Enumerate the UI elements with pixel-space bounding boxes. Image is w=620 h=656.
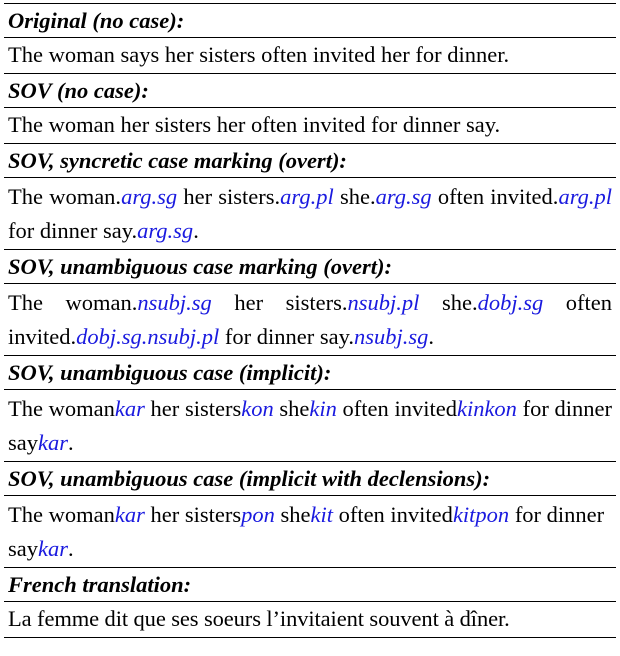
case-marker: kar xyxy=(114,502,145,527)
plain-segment: The woman xyxy=(8,396,115,421)
example-table xyxy=(4,3,616,638)
case-marker: kar xyxy=(38,430,68,455)
row-text-syncretic-overt xyxy=(4,178,616,250)
plain-segment: for dinner say xyxy=(8,396,612,455)
case-marker: nsubj.pl xyxy=(347,290,420,315)
plain-segment: The woman. xyxy=(8,184,122,209)
plain-segment: The woman xyxy=(8,502,115,527)
row-text-sov-no-case: The woman her sisters her often invited for dinner say. xyxy=(4,108,616,144)
row-heading-implicit-declensions: SOV, unambiguous case (implicit with declensions): xyxy=(4,462,616,496)
row-heading-syncretic-overt: SOV, syncretic case marking (overt): xyxy=(4,144,616,178)
row-heading-unambiguous-implicit: SOV, unambiguous case (implicit): xyxy=(4,356,616,390)
case-marker: arg.sg xyxy=(121,184,178,209)
case-marker: dobj.sg xyxy=(477,290,544,315)
plain-segment: for dinner say xyxy=(8,502,605,561)
row-heading-sov-no-case: SOV (no case): xyxy=(4,74,616,108)
case-marker: kit xyxy=(310,502,333,527)
case-marker: kin xyxy=(309,396,337,421)
plain-segment: her sisters. xyxy=(211,290,348,315)
case-marker: arg.sg xyxy=(137,218,194,243)
plain-segment: often invited. xyxy=(431,184,559,209)
case-marker: kon xyxy=(241,396,274,421)
case-marker: nsubj.sg xyxy=(354,324,429,349)
plain-segment: her sisters. xyxy=(177,184,281,209)
plain-segment: often invited. xyxy=(8,290,613,349)
plain-segment: her sisters xyxy=(144,502,242,527)
case-marker: kitpon xyxy=(452,502,510,527)
case-marker: arg.pl xyxy=(558,184,612,209)
row-heading-french: French translation: xyxy=(4,568,616,602)
plain-segment: . xyxy=(68,430,74,455)
plain-segment: she. xyxy=(419,290,478,315)
row-heading-unambiguous-overt: SOV, unambiguous case marking (overt): xyxy=(4,250,616,284)
case-marker: dobj.sg.nsubj.pl xyxy=(76,324,220,349)
row-text-unambiguous-implicit xyxy=(4,390,616,462)
case-marker: arg.pl xyxy=(280,184,334,209)
row-text-implicit-declensions xyxy=(4,496,616,568)
row-text-french: La femme dit que ses soeurs l’invitaient souvent à dîner. xyxy=(4,602,616,638)
case-marker: kar xyxy=(114,396,145,421)
plain-segment: she xyxy=(273,396,310,421)
case-marker: kinkon xyxy=(456,396,517,421)
plain-segment: The woman. xyxy=(8,290,138,315)
plain-segment: . xyxy=(68,536,74,561)
row-heading-original: Original (no case): xyxy=(4,4,616,38)
case-marker: arg.sg xyxy=(375,184,432,209)
plain-segment: often invited xyxy=(332,502,453,527)
plain-segment: she xyxy=(274,502,311,527)
case-marker: kar xyxy=(38,536,68,561)
plain-segment: for dinner say. xyxy=(8,218,138,243)
plain-segment: she. xyxy=(333,184,376,209)
plain-segment: for dinner say. xyxy=(219,324,355,349)
case-marker: nsubj.sg xyxy=(137,290,212,315)
plain-segment: . xyxy=(193,218,199,243)
plain-segment: her sisters xyxy=(144,396,242,421)
case-marker: pon xyxy=(241,502,275,527)
plain-segment: . xyxy=(428,324,435,349)
plain-segment: often invited xyxy=(336,396,457,421)
row-text-unambiguous-overt xyxy=(4,284,616,356)
row-text-original: The woman says her sisters often invited her for dinner. xyxy=(4,38,616,74)
